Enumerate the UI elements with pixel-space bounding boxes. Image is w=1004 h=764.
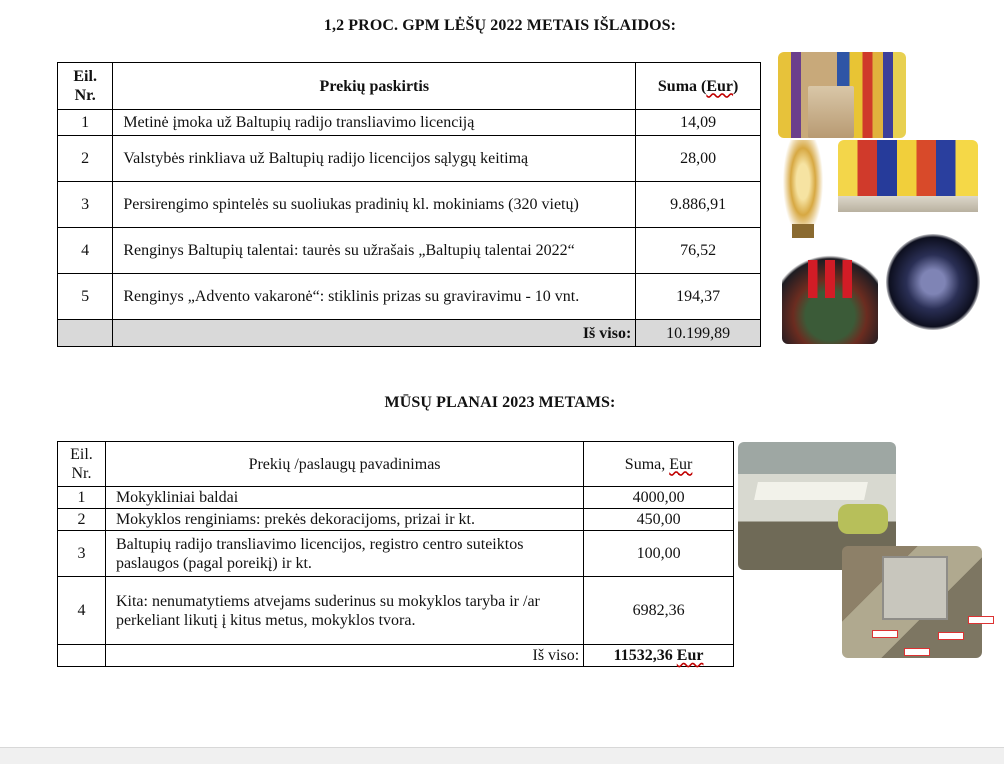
row-sum: 450,00 [584,509,734,531]
total-empty-cell [58,645,106,667]
trophy-photo [780,140,826,244]
row-desc: Metinė įmoka už Baltupių radijo transliavimo licenciją [113,110,636,136]
row-no: 5 [58,274,113,320]
header-sum-unit: Eur [669,455,693,473]
header-sum-unit: Eur [706,77,734,95]
table-header-row [58,63,761,110]
header-no: Eil. Nr. [58,442,106,487]
row-no: 3 [58,531,106,577]
table-row [58,577,734,645]
row-no: 4 [58,577,106,645]
corridor-lockers-photo [778,52,906,138]
row-no: 3 [58,182,113,228]
map-marker [872,630,898,638]
row-desc: Mokyklos renginiams: prekės dekoracijoms, prizai ir kt. [105,509,583,531]
school-aerial-map-photo [842,546,982,658]
plans-2023-table [57,441,734,667]
advent-candles-photo [782,250,878,344]
row-desc: Mokykliniai baldai [105,487,583,509]
section1-title: 1,2 PROC. GPM LĖŠŲ 2022 METAIS IŠLAIDOS: [323,17,677,34]
row-desc: Persirengimo spintelės su suoliukas pradinių kl. mokiniams (320 vietų) [113,182,636,228]
row-no: 1 [58,487,106,509]
bottom-status-strip [0,747,1004,764]
total-value-unit: Eur [676,647,704,664]
row-no: 4 [58,228,113,274]
total-row [58,645,734,667]
crystal-prize-photo [886,234,980,330]
total-value: 10.199,89 [636,320,761,347]
row-sum: 9.886,91 [636,182,761,228]
header-sum-prefix: Suma, [624,455,670,473]
table-row [58,531,734,577]
header-name: Prekių /paslaugų pavadinimas [105,442,583,487]
total-value-number: 11532,36 [613,647,677,664]
row-no: 2 [58,136,113,182]
row-no: 1 [58,110,113,136]
row-desc: Valstybės rinkliava už Baltupių radijo licencijos sąlygų keitimą [113,136,636,182]
row-desc: Renginys „Advento vakaronė“: stiklinis prizas su graviravimu - 10 vnt. [113,274,636,320]
total-empty-cell [58,320,113,347]
row-desc: Kita: nenumatytiems atvejams suderinus su mokyklos taryba ir /ar perkeliant likutį į kitus metus, mokyklos tvora. [105,577,583,645]
header-sum-prefix: Suma ( [657,77,707,95]
table-row [58,487,734,509]
row-sum: 28,00 [636,136,761,182]
row-sum: 14,09 [636,110,761,136]
header-purpose: Prekių paskirtis [113,63,636,110]
total-value [584,645,734,667]
map-marker [968,616,994,624]
total-label: Iš viso: [105,645,583,667]
table-row [58,182,761,228]
table-row [58,509,734,531]
header-sum-suffix: ) [733,77,739,95]
row-desc: Baltupių radijo transliavimo licencijos, registro centro suteiktos paslaugos (pagal poreikį) ir kt. [105,531,583,577]
row-sum: 100,00 [584,531,734,577]
total-label: Iš viso: [113,320,636,347]
row-sum: 4000,00 [584,487,734,509]
header-sum [584,442,734,487]
row-sum: 194,37 [636,274,761,320]
row-desc: Renginys Baltupių talentai: taurės su užrašais „Baltupių talentai 2022“ [113,228,636,274]
colorful-lockers-photo [838,140,978,212]
table-row [58,228,761,274]
table-row [58,136,761,182]
table-row [58,274,761,320]
row-sum: 76,52 [636,228,761,274]
section2-title: MŪSŲ PLANAI 2023 METAMS: [384,394,616,411]
expenses-2022-table [57,62,761,347]
header-sum [636,63,761,110]
row-no: 2 [58,509,106,531]
header-no: Eil. Nr. [58,63,113,110]
table-row [58,110,761,136]
row-sum: 6982,36 [584,577,734,645]
map-marker [938,632,964,640]
table-header-row [58,442,734,487]
map-marker [904,648,930,656]
total-row [58,320,761,347]
